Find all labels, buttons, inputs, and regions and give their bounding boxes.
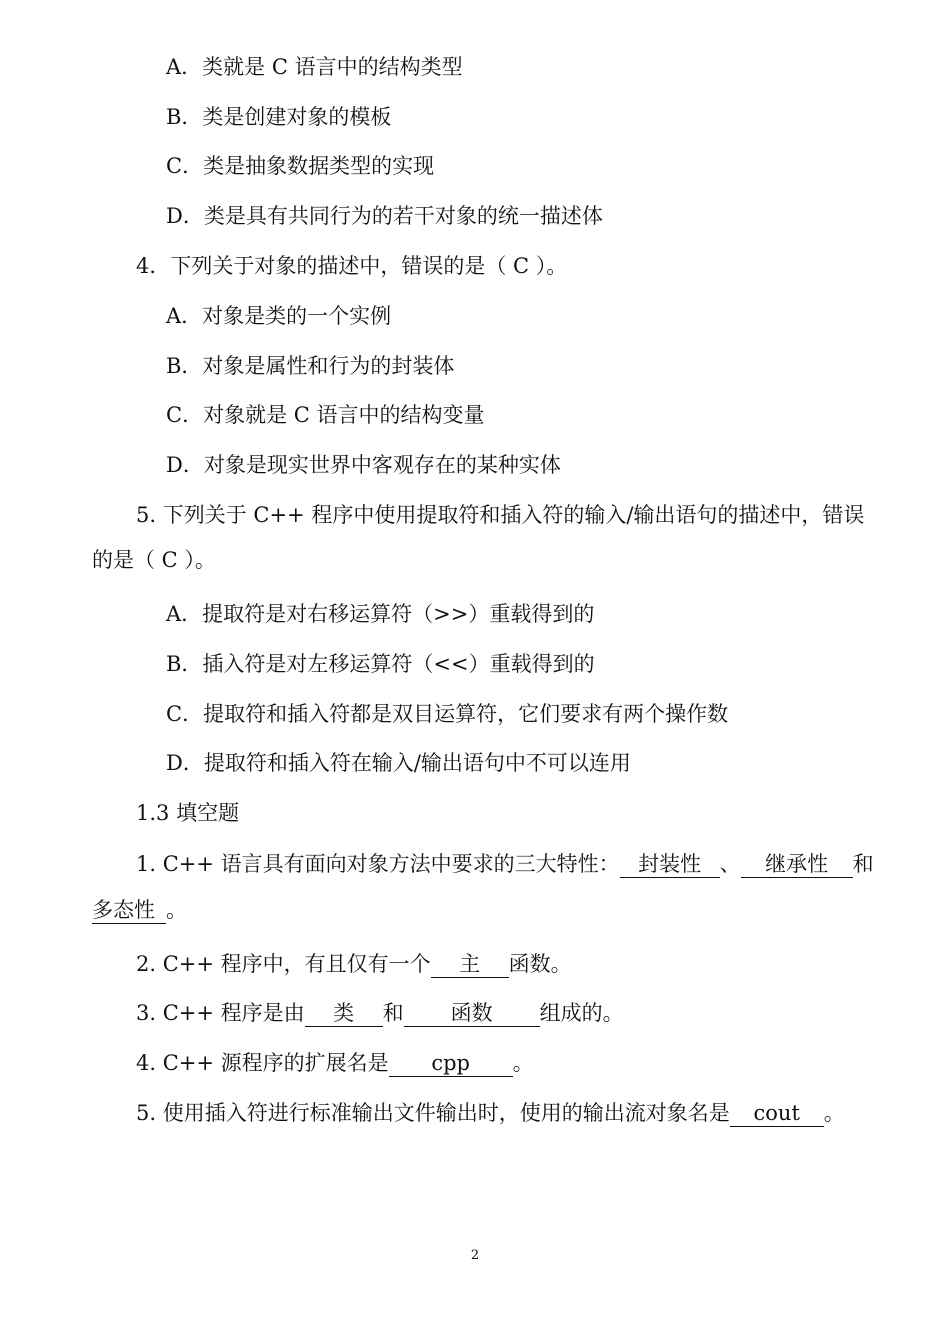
page-number: 2 bbox=[470, 1248, 480, 1263]
fill-q3-post: 组成的。 bbox=[539, 1001, 624, 1025]
fill-q3 bbox=[136, 998, 624, 1028]
fill-q1-blank-1: 封装性 bbox=[620, 851, 720, 878]
fill-q1-line2 bbox=[92, 895, 187, 925]
fill-q1-separator: 、 bbox=[719, 852, 741, 876]
fill-q3-blank-2: 函数 bbox=[404, 1000, 540, 1027]
q4-stem: 4．下列关于对象的描述中，错误的是（ C ）。 bbox=[136, 254, 568, 278]
q5-option-c: C．提取符和插入符都是双目运算符，它们要求有两个操作数 bbox=[166, 702, 729, 726]
fill-q2 bbox=[136, 949, 572, 979]
q4-option-b: B．对象是属性和行为的封装体 bbox=[166, 354, 455, 378]
fill-q2-post: 函数。 bbox=[508, 952, 572, 976]
q3-option-c: C．类是抽象数据类型的实现 bbox=[166, 154, 435, 178]
fill-q4 bbox=[136, 1048, 534, 1078]
fill-q3-text: 3. C++ 程序是由 bbox=[136, 1001, 305, 1025]
q5-stem-line1: 5. 下列关于 C++ 程序中使用提取符和插入符的输入/输出语句的描述中，错误 bbox=[136, 503, 865, 527]
fill-q4-post: 。 bbox=[512, 1051, 534, 1075]
fill-q2-blank-1: 主 bbox=[431, 951, 509, 978]
q3-option-b: B．类是创建对象的模板 bbox=[166, 105, 392, 129]
fill-q1-blank-2: 继承性 bbox=[741, 851, 853, 878]
q4-option-c: C．对象就是 C 语言中的结构变量 bbox=[166, 403, 485, 427]
fill-q1-text: 1. C++ 语言具有面向对象方法中要求的三大特性： bbox=[136, 852, 620, 876]
q4-option-a: A．对象是类的一个实例 bbox=[166, 304, 392, 328]
fill-q2-text: 2. C++ 程序中，有且仅有一个 bbox=[136, 952, 431, 976]
fill-q4-text: 4. C++ 源程序的扩展名是 bbox=[136, 1051, 389, 1075]
fill-q3-blank-1: 类 bbox=[305, 1000, 383, 1027]
q5-option-a: A．提取符是对右移运算符（>>）重载得到的 bbox=[166, 602, 595, 626]
q5-option-d: D．提取符和插入符在输入/输出语句中不可以连用 bbox=[166, 751, 631, 775]
q5-option-b: B．插入符是对左移运算符（<<）重载得到的 bbox=[166, 652, 595, 676]
q5-stem-line2: 的是（ C ）。 bbox=[92, 548, 216, 572]
fill-q1-end: 。 bbox=[166, 898, 187, 922]
q4-option-d: D．对象是现实世界中客观存在的某种实体 bbox=[166, 453, 561, 477]
fill-q3-and: 和 bbox=[382, 1001, 404, 1025]
fill-q5 bbox=[136, 1098, 845, 1128]
fill-q1-line1 bbox=[136, 849, 874, 879]
q3-option-d: D．类是具有共同行为的若干对象的统一描述体 bbox=[166, 204, 603, 228]
fill-q1-and: 和 bbox=[852, 852, 874, 876]
fill-q5-text: 5. 使用插入符进行标准输出文件输出时，使用的输出流对象名是 bbox=[136, 1101, 730, 1125]
q3-option-a: A．类就是 C 语言中的结构类型 bbox=[166, 55, 463, 79]
fill-q5-blank-1: cout bbox=[730, 1100, 824, 1127]
fill-q5-post: 。 bbox=[823, 1101, 845, 1125]
section-title: 1.3 填空题 bbox=[136, 801, 240, 825]
fill-q4-blank-1: cpp bbox=[389, 1050, 513, 1077]
fill-q1-blank-3: 多态性 bbox=[92, 897, 166, 924]
